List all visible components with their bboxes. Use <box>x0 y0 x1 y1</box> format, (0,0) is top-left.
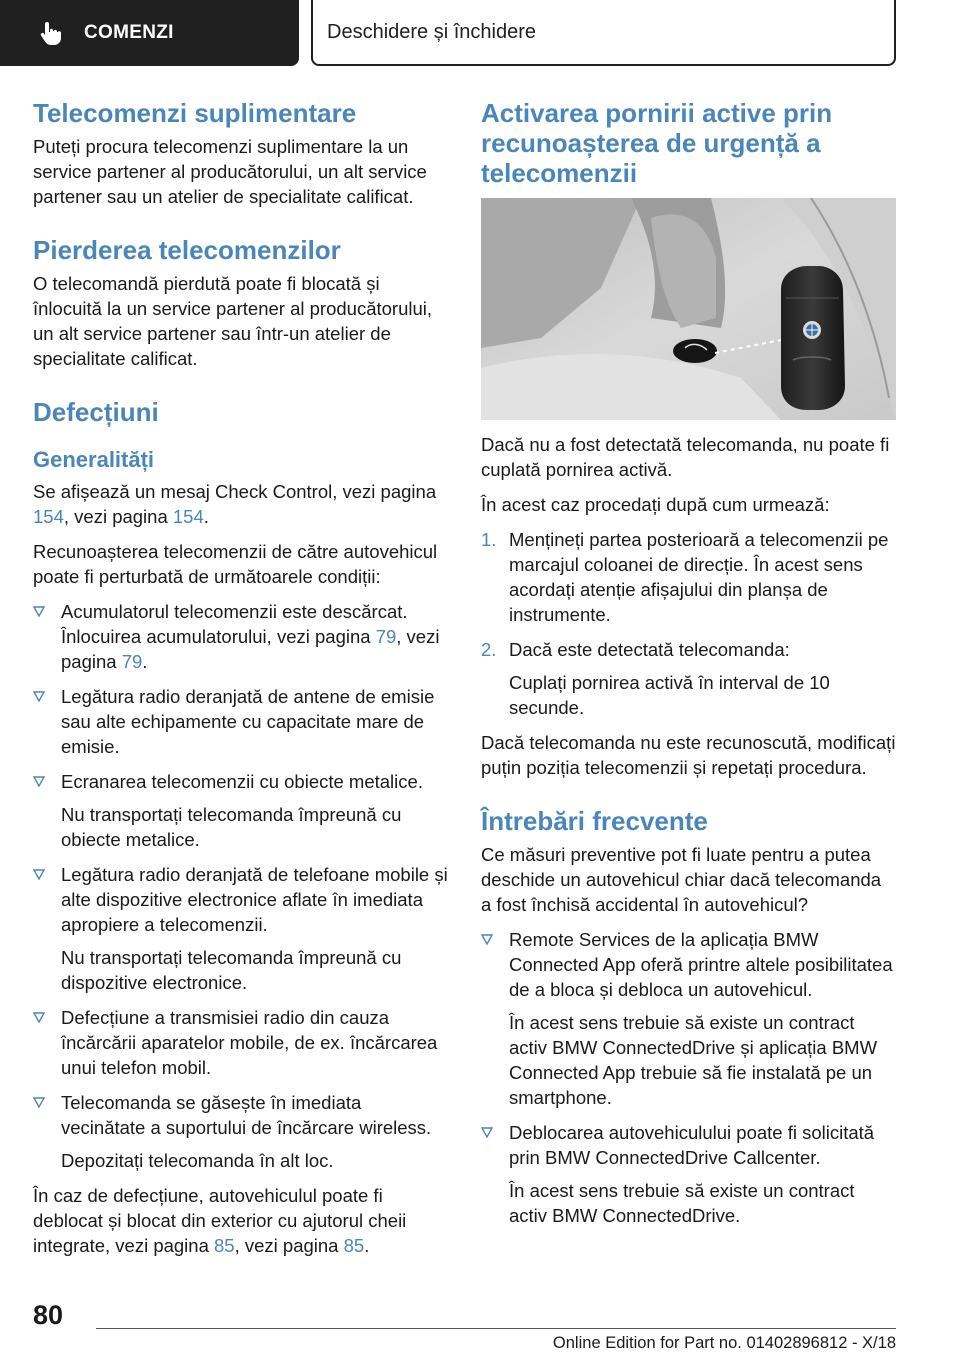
page-link[interactable]: 85 <box>214 1235 235 1256</box>
bullet-triangle-icon <box>33 691 45 702</box>
heading-lost-remotes: Pierderea telecomenzilor <box>33 235 341 265</box>
faq-list <box>481 927 896 1228</box>
list-item-text: Remote Services de la aplicația BMW Connected App oferă printre altele posibilitatea de a bloca și debloca un autovehicul. <box>509 929 893 1000</box>
heading-faq: Întrebări frecvente <box>481 806 708 836</box>
text: . <box>203 506 209 527</box>
page-link[interactable]: 79 <box>375 626 397 647</box>
list-item <box>33 1090 448 1173</box>
heading-malfunctions: Defecțiuni <box>33 397 159 427</box>
list-item-note: Nu transportați telecomanda împreună cu obiecte metalice. <box>61 804 402 850</box>
list-item-text: Legătura radio deranjată de telefoane mobile și alte dispozitive electronice aflate în imediata apropiere a telecomenzii. <box>61 864 448 935</box>
paragraph-check-control <box>33 479 448 529</box>
paragraph-faq-question: Ce măsuri preventive pot fi luate pentru a putea deschide un autovehicul chiar dacă telecomanda a fost închisă accidental în autovehicul? <box>481 844 882 915</box>
bullet-triangle-icon <box>33 1097 45 1108</box>
bullet-triangle-icon <box>33 776 45 787</box>
list-item-text: Defecțiune a transmisiei radio din cauza încărcării aparatelor mobile, de ex. încărcarea unui telefon mobil. <box>61 1007 438 1078</box>
step-number: 2. <box>481 639 497 660</box>
bullet-triangle-icon <box>33 1012 45 1023</box>
procedure-steps <box>481 527 896 720</box>
page-link[interactable]: 154 <box>172 506 204 527</box>
list-item-note: Depozitați telecomanda în alt loc. <box>61 1150 334 1171</box>
paragraph-integrated-key <box>33 1183 448 1258</box>
text: . <box>364 1235 370 1256</box>
text: Se afișează un mesaj Check Control, vezi pagina <box>33 481 437 502</box>
paragraph-not-detected: Dacă nu a fost detectată telecomanda, nu poate fi cuplată pornirea activă. <box>481 434 890 480</box>
left-column <box>33 98 448 1268</box>
subheading-general: Generalități <box>33 447 155 472</box>
bullet-triangle-icon <box>481 1127 493 1138</box>
text: Acumulatorul telecomenzii este descărcat. Înlocuirea acumulatorului, vezi pagina <box>61 601 408 647</box>
list-item <box>481 1120 896 1228</box>
step-number: 1. <box>481 529 497 550</box>
list-item-text: Ecranarea telecomenzii cu obiecte metalice. <box>61 771 423 792</box>
chapter-tab[interactable] <box>0 0 299 66</box>
step-text: Mențineți partea posterioară a telecomenzii pe marcajul coloanei de direcție. În acest sens acordați atenție afișajului din planșa de instrumente. <box>509 529 889 625</box>
list-item-note: În acest sens trebuie să existe un contract activ BMW ConnectedDrive. <box>509 1180 855 1226</box>
step-text: Dacă este detectată telecomanda: <box>509 639 790 660</box>
list-item-text <box>61 599 448 674</box>
bullet-triangle-icon <box>481 934 493 945</box>
right-column <box>481 98 896 1238</box>
paragraph-not-recognized: Dacă telecomanda nu este recunoscută, modificați puțin poziția telecomenzii și repetați procedura. <box>481 732 896 778</box>
list-item-text: Legătura radio deranjată de antene de emisie sau alte echipamente cu capacitate mare de emisie. <box>61 686 435 757</box>
list-item <box>33 769 448 852</box>
footer-divider <box>96 1328 896 1329</box>
step-item <box>481 527 896 627</box>
hand-pointer-icon <box>38 20 64 46</box>
paragraph-conditions: Recunoașterea telecomenzii de către autovehicul poate fi perturbată de următoarele condiții: <box>33 541 438 587</box>
list-item <box>33 599 448 674</box>
paragraph-lost-remotes: O telecomandă pierdută poate fi blocată și înlocuită la un service partener al producătorului, un alt service partener sau într-un atelier de specialitate calificat. <box>33 273 433 369</box>
heading-additional-remotes: Telecomenzi suplimentare <box>33 98 357 128</box>
list-item <box>33 862 448 995</box>
paragraph-procedure: În acest caz procedați după cum urmează: <box>481 494 830 515</box>
page-link[interactable]: 85 <box>343 1235 365 1256</box>
section-title <box>311 0 896 66</box>
paragraph-additional-remotes: Puteți procura telecomenzi suplimentare la un service partener al producătorului, un alt service partener sau un atelier de specialitate calificat. <box>33 136 427 207</box>
list-item <box>33 684 448 759</box>
page-link[interactable]: 154 <box>33 506 64 527</box>
text: În caz de defecțiune, autovehiculul poate fi deblocat și blocat din exterior cu ajutorul cheii integrate, vezi pagina <box>33 1185 407 1256</box>
list-item <box>481 927 896 1110</box>
page-number: 80 <box>33 1300 64 1330</box>
bullet-triangle-icon <box>33 869 45 880</box>
step-note: Cuplați pornirea activă în interval de 10 secunde. <box>509 672 830 718</box>
heading-emergency-detection: Activarea pornirii active prin recunoașterea de urgență a telecomenzii <box>481 98 833 188</box>
list-item-note: Nu transportați telecomanda împreună cu dispozitive electronice. <box>61 947 402 993</box>
bullet-triangle-icon <box>33 606 45 617</box>
page-header <box>0 0 960 66</box>
step-item <box>481 637 896 720</box>
footer-edition: Online Edition for Part no. 01402896812 - X/18 <box>552 1334 896 1352</box>
steering-column-key-illustration <box>481 198 896 420</box>
page-link[interactable]: 79 <box>121 651 143 672</box>
conditions-list <box>33 599 448 1173</box>
text: , vezi pagina <box>61 626 440 672</box>
text: , vezi pagina <box>234 1235 344 1256</box>
list-item <box>33 1005 448 1080</box>
list-item-note: În acest sens trebuie să existe un contract activ BMW ConnectedDrive și aplicația BMW Connected App trebuie să fie instalată pe un smartphone. <box>509 1012 878 1108</box>
section-title-text: Deschidere și închidere <box>327 20 536 43</box>
list-item-text: Deblocarea autovehiculului poate fi solicitată prin BMW ConnectedDrive Callcenter. <box>509 1122 875 1168</box>
list-item-text: Telecomanda se găsește în imediata vecinătate a suportului de încărcare wireless. <box>61 1092 432 1138</box>
chapter-tab-label: COMENZI <box>84 22 174 43</box>
text: , vezi pagina <box>63 506 173 527</box>
text: . <box>142 651 148 672</box>
